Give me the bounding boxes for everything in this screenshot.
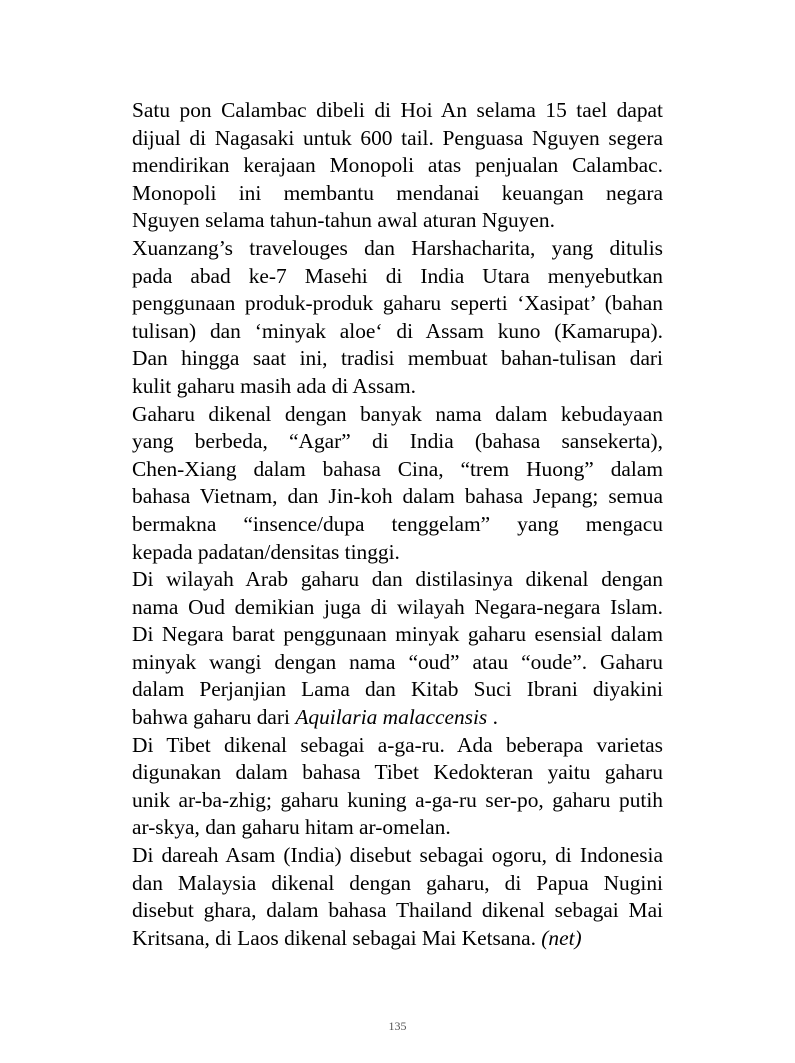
text-line: ar-skya, dan gaharu hitam ar-omelan.	[132, 815, 451, 840]
text-line: bermakna “insence/dupa tenggelam” yang mengacu	[132, 511, 663, 536]
text-line: minyak wangi dengan nama “oud” atau “oude”. Gaharu	[132, 649, 663, 674]
paragraph-calambac	[132, 97, 663, 235]
text-line: mendirikan kerajaan Monopoli atas penjualan Calambac.	[132, 153, 663, 178]
text-line: Di dareah Asam (India) disebut sebagai ogoru, di Indonesia	[132, 843, 663, 868]
text-line: Di wilayah Arab gaharu dan distilasinya dikenal dengan	[132, 567, 663, 592]
paragraph-arab	[132, 566, 663, 732]
text-line	[132, 925, 663, 953]
paragraph-xuanzang	[132, 235, 663, 401]
paragraph-names	[132, 401, 663, 567]
species-name: Aquilaria malaccensis	[295, 705, 488, 730]
text-line: yang berbeda, “Agar” di India (bahasa sansekerta),	[132, 429, 663, 454]
text-line: Gaharu dikenal dengan banyak nama dalam kebudayaan	[132, 401, 663, 426]
text-line: tulisan) dan ‘minyak aloe‘ di Assam kuno (Kamarupa).	[132, 318, 663, 343]
text-segment: Kritsana, di Laos dikenal sebagai Mai Ketsana.	[132, 925, 542, 950]
text-line: digunakan dalam bahasa Tibet Kedokteran yaitu gaharu	[132, 760, 663, 785]
paragraph-tibet	[132, 732, 663, 842]
paragraph-asam	[132, 842, 663, 952]
text-line: disebut ghara, dalam bahasa Thailand dikenal sebagai Mai	[132, 898, 663, 923]
page-number: 135	[388, 1019, 407, 1033]
text-line: penggunaan produk-produk gaharu seperti ‘Xasipat’ (bahan	[132, 291, 663, 316]
text-line: Xuanzang’s travelouges dan Harshacharita, yang ditulis	[132, 235, 663, 260]
text-line: dalam Perjanjian Lama dan Kitab Suci Ibrani diyakini	[132, 677, 663, 702]
page-body	[132, 97, 663, 952]
text-line: nama Oud demikian juga di wilayah Negara-negara Islam.	[132, 594, 663, 619]
text-line: Chen-Xiang dalam bahasa Cina, “trem Huong” dalam	[132, 456, 663, 481]
text-line: Satu pon Calambac dibeli di Hoi An selama 15 tael dapat	[132, 98, 663, 122]
text-line: Nguyen selama tahun-tahun awal aturan Nguyen.	[132, 208, 555, 233]
text-line: Di Tibet dikenal sebagai a-ga-ru. Ada beberapa varietas	[132, 732, 663, 757]
text-segment: .	[487, 705, 498, 730]
source-note: (net)	[541, 925, 582, 950]
text-line: bahasa Vietnam, dan Jin-koh dalam bahasa Jepang; semua	[132, 484, 663, 509]
text-line: Di Negara barat penggunaan minyak gaharu esensial dalam	[132, 622, 663, 647]
text-line	[132, 704, 663, 732]
text-line: Monopoli ini membantu mendanai keuangan negara	[132, 180, 663, 205]
text-line: dan Malaysia dikenal dengan gaharu, di Papua Nugini	[132, 870, 663, 895]
text-line: dijual di Nagasaki untuk 600 tail. Penguasa Nguyen segera	[132, 125, 663, 150]
text-line: kulit gaharu masih ada di Assam.	[132, 373, 416, 398]
text-line: pada abad ke-7 Masehi di India Utara menyebutkan	[132, 263, 663, 288]
text-line: Dan hingga saat ini, tradisi membuat bahan-tulisan dari	[132, 346, 663, 371]
text-segment: bahwa gaharu dari	[132, 705, 296, 730]
text-line: kepada padatan/densitas tinggi.	[132, 539, 400, 564]
text-line: unik ar-ba-zhig; gaharu kuning a-ga-ru ser-po, gaharu putih	[132, 787, 663, 812]
